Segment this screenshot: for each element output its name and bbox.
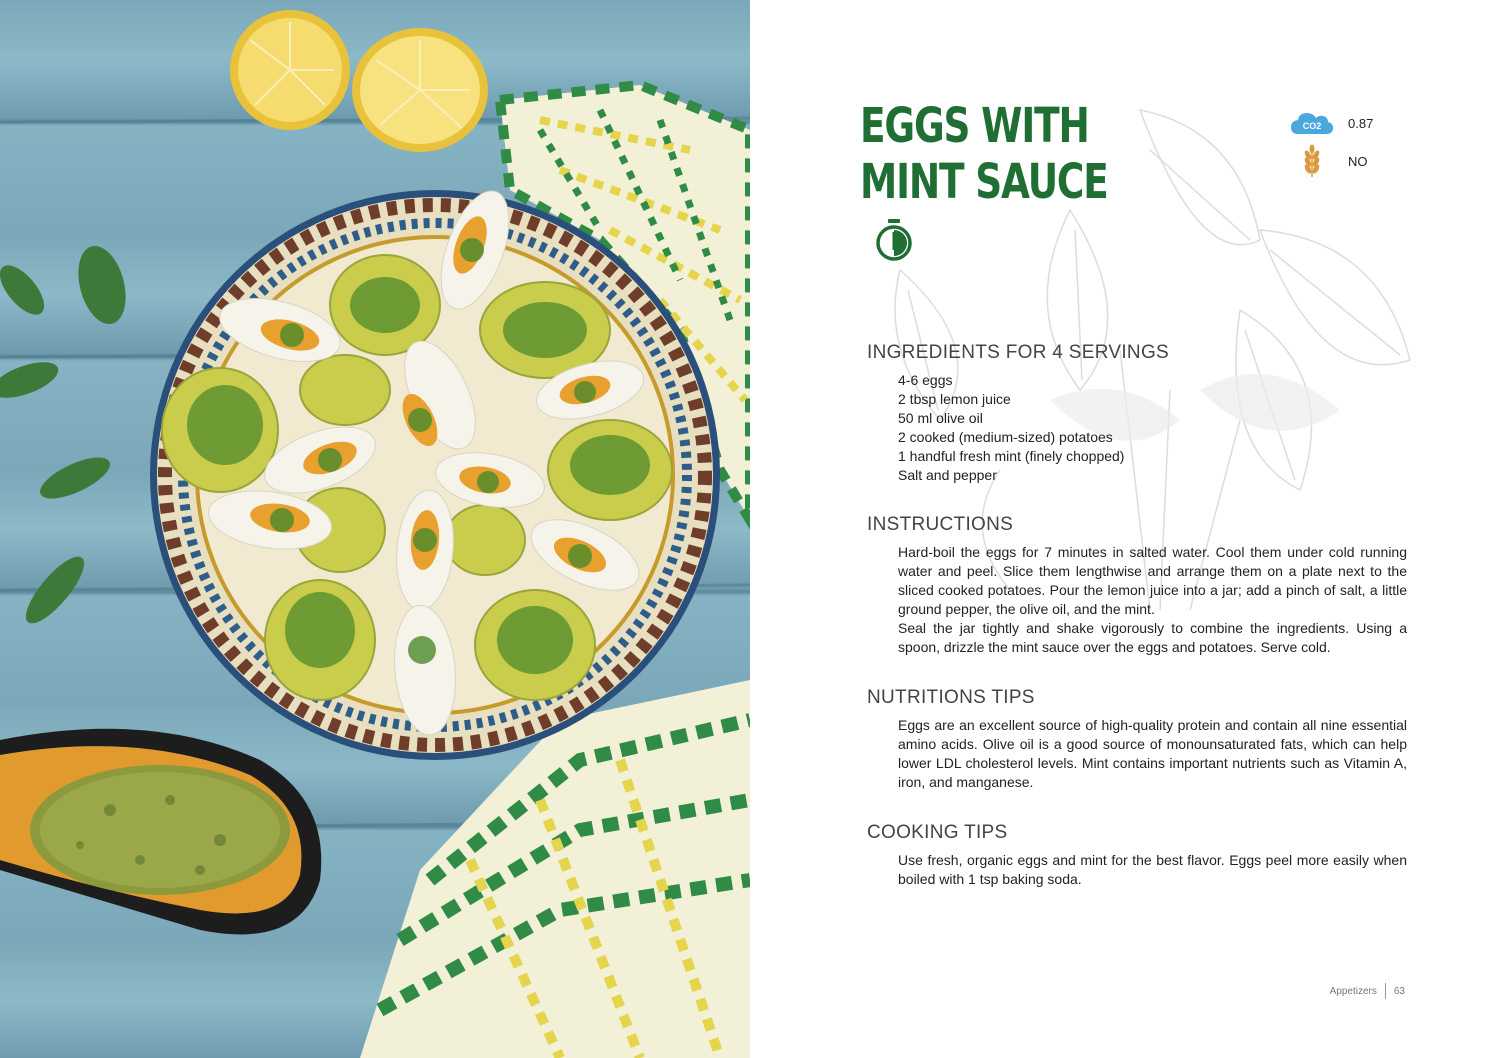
nutrition-text: Eggs are an excellent source of high-quality protein and contain all nine essential amino acids. Olive oil is a good source of monounsaturated fats, which can help lower LDL cholesterol levels. Mint contains important nutrients such as Vitamin A, iron, and manganese.	[898, 717, 1407, 790]
gluten-info	[1290, 144, 1368, 178]
page-number: 63	[1393, 985, 1405, 997]
cloud-icon	[1290, 110, 1334, 136]
instructions-heading: INSTRUCTIONS	[867, 514, 1014, 535]
timer-icon	[874, 218, 914, 262]
title-line-1: EGGS WITH	[860, 98, 1089, 154]
recipe-title	[860, 98, 1108, 210]
recipe-page	[750, 0, 1500, 1058]
title-line-2: MINT SAUCE	[860, 154, 1108, 210]
mint-leaves	[0, 241, 134, 632]
page-footer	[1330, 983, 1405, 999]
gluten-value: NO	[1348, 153, 1368, 169]
cooking-tips-section	[867, 822, 1407, 889]
instructions-paragraph-1: Hard-boil the eggs for 7 minutes in salted water. Cool them under cold running water and peel. Slice them lengthwise and arrange them on a plate next to the sliced cooked potatoes. Pour the lemon juice into a jar; add a pinch of salt, a little ground pepper, the olive oil, and the mint.	[898, 544, 1407, 617]
ingredients-section	[867, 342, 1407, 485]
ingredients-heading: INGREDIENTS FOR 4 SERVINGS	[867, 342, 1170, 363]
ingredient-item: 2 cooked (medium-sized) potatoes	[898, 429, 1113, 445]
sauce-spoon	[0, 729, 321, 935]
cooking-tips-text: Use fresh, organic eggs and mint for the best flavor. Eggs peel more easily when boiled with 1 tsp baking soda.	[898, 852, 1407, 887]
nutrition-section	[867, 687, 1407, 792]
instructions-paragraph-2: Seal the jar tightly and shake vigorously to combine the ingredients. Using a spoon, drizzle the mint sauce over the eggs and potatoes. Serve cold.	[898, 620, 1407, 655]
cooking-tips-heading: COOKING TIPS	[867, 822, 1008, 843]
ingredient-item: Salt and pepper	[898, 467, 997, 483]
ingredient-item: 2 tbsp lemon juice	[898, 391, 1011, 407]
ingredients-list	[867, 371, 1407, 485]
footer-divider	[1385, 983, 1386, 999]
ingredient-item: 50 ml olive oil	[898, 410, 983, 426]
instructions-section	[867, 514, 1407, 657]
co2-info	[1290, 110, 1373, 136]
co2-label: CO2	[1302, 121, 1322, 131]
wheat-icon	[1290, 144, 1334, 178]
lemon-halves	[230, 10, 488, 152]
ingredient-item: 1 handful fresh mint (finely chopped)	[898, 448, 1125, 464]
nutrition-heading: NUTRITIONS TIPS	[867, 687, 1035, 708]
co2-value: 0.87	[1348, 115, 1374, 131]
ingredient-item: 4-6 eggs	[898, 372, 953, 388]
footer-section-name: Appetizers	[1329, 985, 1377, 997]
